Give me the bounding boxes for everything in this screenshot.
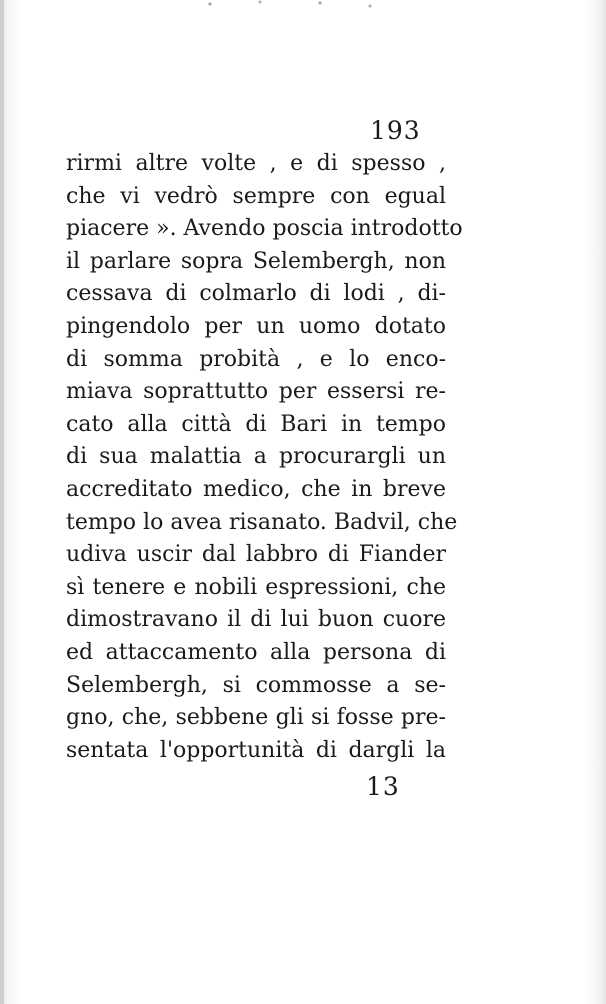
text-line: miava soprattutto per essersi re-	[66, 379, 446, 405]
text-line: cessava di colmarlo di lodi , di-	[66, 281, 446, 307]
text-line: piacere ». Avendo poscia introdotto	[66, 216, 463, 242]
text-line: Selembergh, si commosse a se-	[66, 672, 446, 698]
text-line: udiva uscir dal labbro di Fiander	[66, 542, 446, 568]
text-line: cato alla città di Bari in tempo	[66, 411, 446, 437]
text-line: pingendolo per un uomo dotato	[66, 313, 446, 339]
signature-mark: 13	[366, 772, 400, 801]
text-line: rirmi altre volte , e di spesso ,	[66, 151, 446, 176]
body-text	[66, 148, 463, 767]
text-line: che vi vedrò sempre con egual	[66, 183, 446, 209]
text-line: ed attaccamento alla persona di	[66, 639, 446, 665]
text-line: sì tenere e nobili espressioni, che	[66, 574, 446, 600]
page-number: 193	[370, 116, 421, 145]
text-line: tempo lo avea risanato. Badvil, che	[66, 509, 458, 535]
text-line: accreditato medico, che in breve	[66, 476, 446, 502]
text-line: di somma probità , e lo enco-	[66, 346, 446, 372]
page-binding-edge	[0, 0, 4, 1004]
text-line: sentata l'opportunità di dargli la	[66, 737, 446, 763]
text-line: di sua malattia a procurargli un	[66, 444, 446, 470]
text-line: gno, che, sebbene gli si fosse pre-	[66, 705, 446, 731]
paper-specks	[200, 0, 400, 14]
text-line: il parlare sopra Selembergh, non	[66, 248, 446, 274]
text-line: dimostravano il di lui buon cuore	[66, 607, 446, 633]
